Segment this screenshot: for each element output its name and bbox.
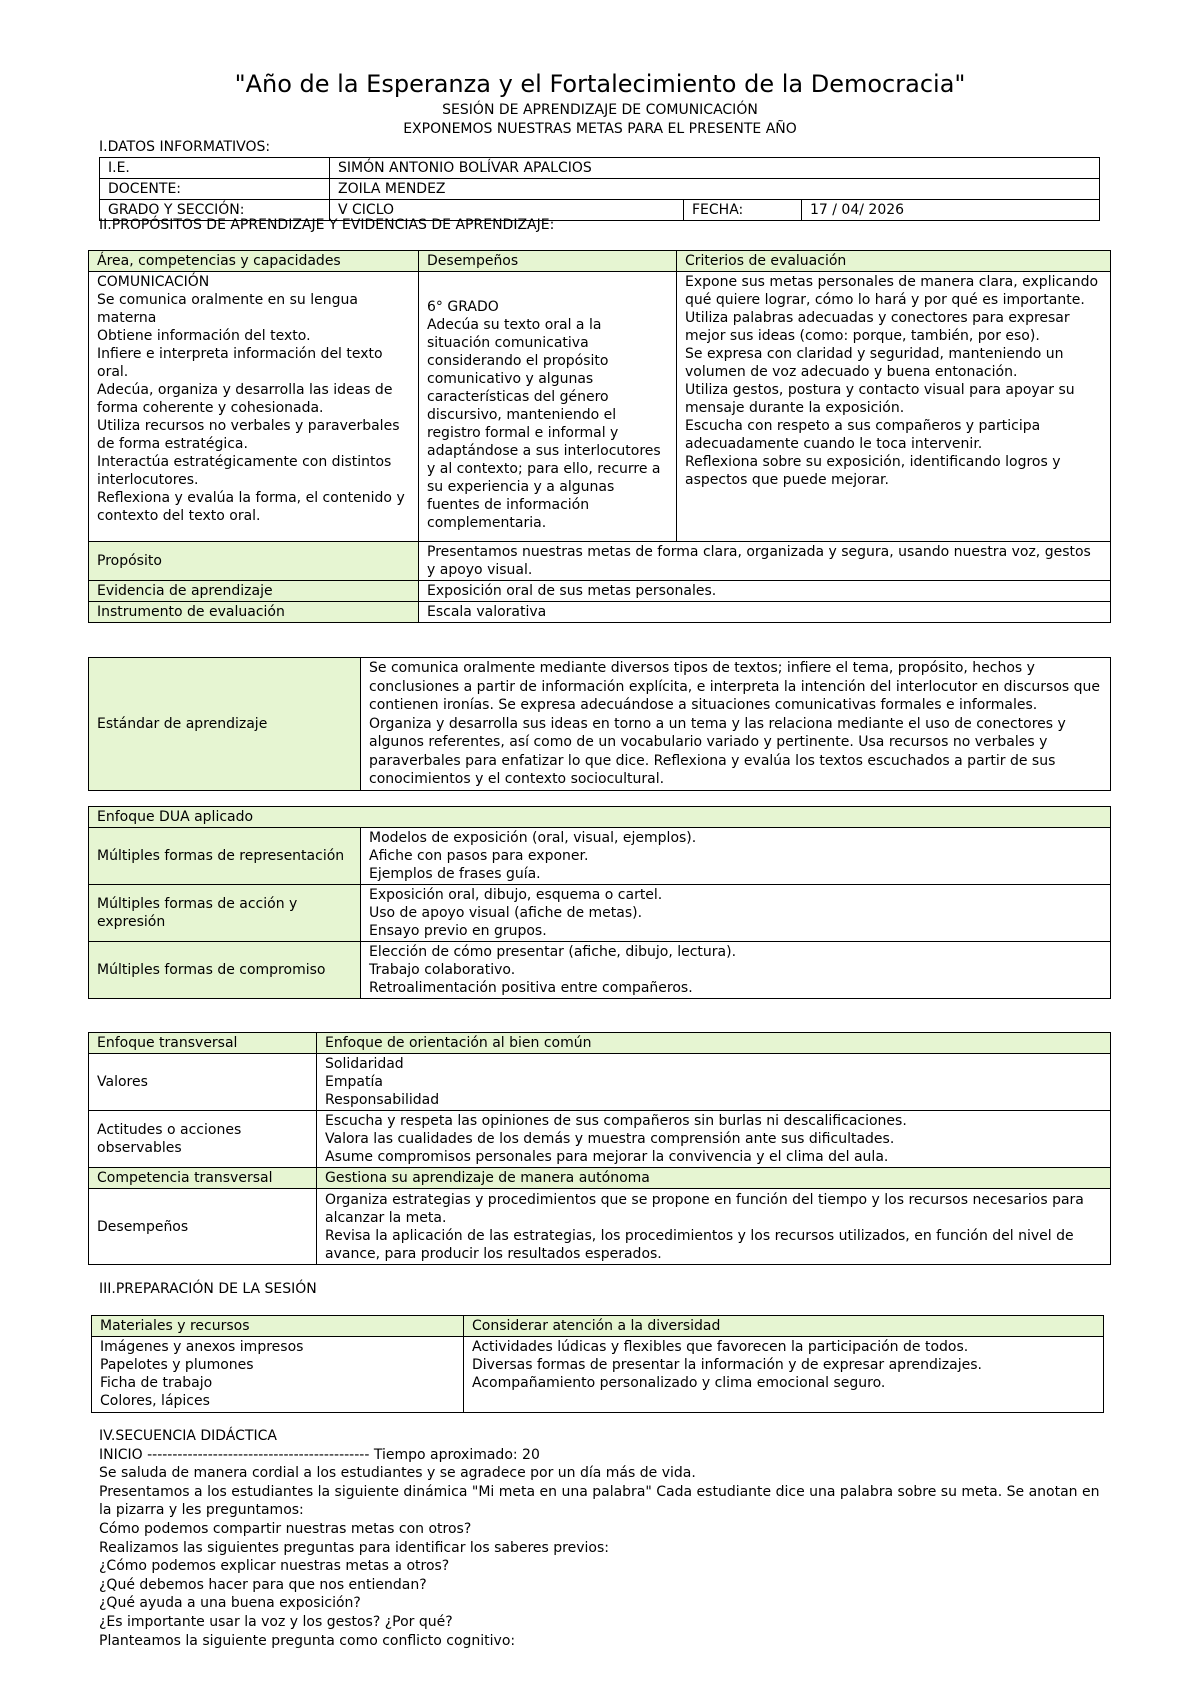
- area-line: Se comunica oralmente en su lengua materna: [97, 292, 358, 326]
- grado-value: V CICLO: [330, 200, 684, 221]
- col-area: Área, competencias y capacidades: [89, 251, 419, 272]
- secuencia-line: ¿Cómo podemos explicar nuestras metas a otros?: [99, 1558, 450, 1575]
- dua-row-label: Múltiples formas de compromiso: [89, 942, 361, 999]
- grado-label: GRADO Y SECCIÓN:: [100, 200, 330, 221]
- area-line: COMUNICACIÓN: [97, 274, 210, 290]
- diversidad-item: Acompañamiento personalizado y clima emocional seguro.: [472, 1375, 886, 1391]
- criterio-item: Reflexiona sobre su exposición, identificando logros y aspectos que puede mejorar.: [685, 454, 1061, 488]
- dua-table: [88, 806, 1111, 999]
- dua-item: Uso de apoyo visual (afiche de metas).: [369, 905, 643, 921]
- preparacion-heading: III.PREPARACIÓN DE LA SESIÓN: [99, 1281, 317, 1297]
- desempeno-item: Revisa la aplicación de las estrategias, los procedimientos y los recursos utilizados, en función del nivel de avance, para producir los resultados esperados.: [325, 1227, 1074, 1262]
- dua-item: Retroalimentación positiva entre compañeros.: [369, 980, 693, 996]
- dua-item: Trabajo colaborativo.: [369, 962, 516, 978]
- valor-item: Empatía: [325, 1074, 383, 1090]
- actitudes-label: Actitudes o acciones observables: [89, 1111, 317, 1168]
- dua-item: Exposición oral, dibujo, esquema o cartel.: [369, 887, 663, 903]
- actitudes-list: [317, 1111, 1111, 1168]
- datos-heading: I.DATOS INFORMATIVOS:: [99, 139, 271, 155]
- dua-row-items: [361, 942, 1111, 999]
- secuencia-line: Planteamos la siguiente pregunta como conflicto cognitivo:: [99, 1632, 516, 1649]
- material-item: Papelotes y plumones: [100, 1357, 254, 1373]
- secuencia-line: ¿Es importante usar la voz y los gestos? ¿Por qué?: [99, 1613, 453, 1630]
- criterio-item: Utiliza gestos, postura y contacto visual para apoyar su mensaje durante la exposición.: [685, 382, 1075, 416]
- material-item: Imágenes y anexos impresos: [100, 1339, 304, 1355]
- session-title: EXPONEMOS NUESTRAS METAS PARA EL PRESENTE AÑO: [403, 121, 797, 137]
- area-cell: [89, 272, 419, 542]
- secuencia-line: ¿Qué ayuda a una buena exposición?: [99, 1595, 361, 1612]
- area-line: Obtiene información del texto.: [97, 328, 311, 344]
- dua-item: Ensayo previo en grupos.: [369, 923, 547, 939]
- estandar-text: Se comunica oralmente mediante diversos tipos de textos; infiere el tema, propósito, hechos y conclusiones a partir de información explícita, e interpreta la intención del interlocutor en discursos que contienen ironías. Se expresa adecuándose a situaciones comunicativas formales e informales. Organiza y desarrolla sus ideas en torno a un tema y las relaciona mediante el uso de conectores y algunos referentes, así como de un vocabulario variado y pertinente. Usa recursos no verbales y paraverbales para enfatizar lo que dice. Reflexiona y evalúa los textos escuchados a partir de sus conocimientos y el contexto sociocultural.: [361, 658, 1111, 791]
- actitud-item: Asume compromisos personales para mejorar la convivencia y el clima del aula.: [325, 1149, 889, 1165]
- desempeno-item: Organiza estrategias y procedimientos que se propone en función del tiempo y los recursos necesarios para alcanzar la meta.: [325, 1191, 1084, 1226]
- criterio-item: Escucha con respeto a sus compañeros y participa adecuadamente cuando le toca intervenir.: [685, 418, 1041, 452]
- material-item: Ficha de trabajo: [100, 1375, 213, 1391]
- col-desempenos: Desempeños: [419, 251, 677, 272]
- dua-item: Ejemplos de frases guía.: [369, 866, 541, 882]
- fecha-value: 17 / 04/ 2026: [802, 200, 1100, 221]
- actitud-item: Valora las cualidades de los demás y muestra comprensión ante sus dificultades.: [325, 1131, 895, 1147]
- competencia-value: Gestiona su aprendizaje de manera autónoma: [317, 1168, 1111, 1189]
- evidencia-value: Exposición oral de sus metas personales.: [419, 581, 1111, 602]
- secuencia-heading: IV.SECUENCIA DIDÁCTICA: [99, 1428, 277, 1444]
- valor-item: Responsabilidad: [325, 1092, 440, 1108]
- diversidad-item: Actividades lúdicas y flexibles que favorecen la participación de todos.: [472, 1339, 969, 1355]
- desempenos-label: Desempeños: [89, 1189, 317, 1265]
- secuencia-line: Realizamos las siguientes preguntas para identificar los saberes previos:: [99, 1539, 609, 1556]
- criterios-cell: [677, 272, 1111, 542]
- docente-value: ZOILA MENDEZ: [330, 179, 1100, 200]
- propositos-heading: II.PROPÓSITOS DE APRENDIZAJE Y EVIDENCIAS DE APRENDIZAJE:: [99, 217, 555, 233]
- diversidad-list: [464, 1337, 1104, 1413]
- docente-label: DOCENTE:: [100, 179, 330, 200]
- secuencia-line: Presentamos a los estudiantes la siguiente dinámica "Mi meta en una palabra" Cada estudiante dice una palabra sobre su meta. Se anotan en la pizarra y les preguntamos:: [99, 1483, 1100, 1519]
- area-line: Infiere e interpreta información del texto oral.: [97, 346, 383, 380]
- transversal-col1: Enfoque transversal: [89, 1033, 317, 1054]
- propositos-table: [88, 250, 1111, 623]
- material-item: Colores, lápices: [100, 1393, 210, 1409]
- instrumento-value: Escala valorativa: [419, 602, 1111, 623]
- area-line: Adecúa, organiza y desarrolla las ideas de forma coherente y cohesionada.: [97, 382, 393, 416]
- desempenos-list: [317, 1189, 1111, 1265]
- ie-label: I.E.: [100, 158, 330, 179]
- secuencia-line: INICIO -------------------------------------------- Tiempo aproximado: 20: [99, 1446, 540, 1463]
- dua-item: Afiche con pasos para exponer.: [369, 848, 589, 864]
- area-line: Utiliza recursos no verbales y paraverbales de forma estratégica.: [97, 418, 400, 452]
- estandar-label: Estándar de aprendizaje: [89, 658, 361, 791]
- fecha-label: FECHA:: [684, 200, 802, 221]
- valores-label: Valores: [89, 1054, 317, 1111]
- criterio-item: Expone sus metas personales de manera clara, explicando qué quiere lograr, cómo lo hará y por qué es importante.: [685, 274, 1099, 308]
- diversidad-col: Considerar atención a la diversidad: [464, 1316, 1104, 1337]
- actitud-item: Escucha y respeta las opiniones de sus compañeros sin burlas ni descalificaciones.: [325, 1113, 907, 1129]
- dua-item: Modelos de exposición (oral, visual, ejemplos).: [369, 830, 697, 846]
- desempeno-cell: [419, 272, 677, 542]
- col-criterios: Criterios de evaluación: [677, 251, 1111, 272]
- secuencia-section: [99, 1427, 1109, 1650]
- secuencia-line: Se saluda de manera cordial a los estudiantes y se agradece por un día más de vida.: [99, 1465, 696, 1482]
- evidencia-label: Evidencia de aprendizaje: [89, 581, 419, 602]
- secuencia-line: Cómo podemos compartir nuestras metas con otros?: [99, 1520, 472, 1537]
- criterio-item: Utiliza palabras adecuadas y conectores para expresar mejor sus ideas (como: porque, también, por eso).: [685, 310, 1070, 344]
- valor-item: Solidaridad: [325, 1056, 404, 1072]
- instrumento-label: Instrumento de evaluación: [89, 602, 419, 623]
- dua-row-items: [361, 885, 1111, 942]
- desempeno-text: Adecúa su texto oral a la situación comunicativa considerando el propósito comunicativo y algunas características del género discursivo, manteniendo el registro formal e informal y adaptándose a sus interlocutores y al contexto; para ello, recurre a su experiencia y a algunas fuentes de información complementaria.: [427, 317, 661, 531]
- session-type: SESIÓN DE APRENDIZAJE DE COMUNICACIÓN: [442, 102, 758, 118]
- area-line: Reflexiona y evalúa la forma, el contenido y contexto del texto oral.: [97, 490, 405, 524]
- desempeno-grade: 6° GRADO: [427, 299, 499, 315]
- estandar-table: [88, 657, 1111, 791]
- valores-list: [317, 1054, 1111, 1111]
- area-line: Interactúa estratégicamente con distintos interlocutores.: [97, 454, 392, 488]
- dua-row-label: Múltiples formas de representación: [89, 828, 361, 885]
- ie-value: SIMÓN ANTONIO BOLÍVAR APALCIOS: [330, 158, 1100, 179]
- dua-heading: Enfoque DUA aplicado: [89, 807, 1111, 828]
- transversal-col2: Enfoque de orientación al bien común: [317, 1033, 1111, 1054]
- transversal-table: [88, 1032, 1111, 1265]
- materiales-col: Materiales y recursos: [92, 1316, 464, 1337]
- dua-row-items: [361, 828, 1111, 885]
- competencia-label: Competencia transversal: [89, 1168, 317, 1189]
- criterio-item: Se expresa con claridad y seguridad, manteniendo un volumen de voz adecuado y buena entonación.: [685, 346, 1064, 380]
- year-title: "Año de la Esperanza y el Fortalecimiento de la Democracia": [234, 70, 966, 98]
- datos-table: [99, 157, 1100, 221]
- preparacion-table: [91, 1315, 1104, 1413]
- diversidad-item: Diversas formas de presentar la información y de expresar aprendizajes.: [472, 1357, 982, 1373]
- dua-row-label: Múltiples formas de acción y expresión: [89, 885, 361, 942]
- proposito-value: Presentamos nuestras metas de forma clara, organizada y segura, usando nuestra voz, gestos y apoyo visual.: [419, 542, 1111, 581]
- proposito-label: Propósito: [89, 542, 419, 581]
- dua-item: Elección de cómo presentar (afiche, dibujo, lectura).: [369, 944, 737, 960]
- secuencia-line: ¿Qué debemos hacer para que nos entiendan?: [99, 1576, 427, 1593]
- materiales-list: [92, 1337, 464, 1413]
